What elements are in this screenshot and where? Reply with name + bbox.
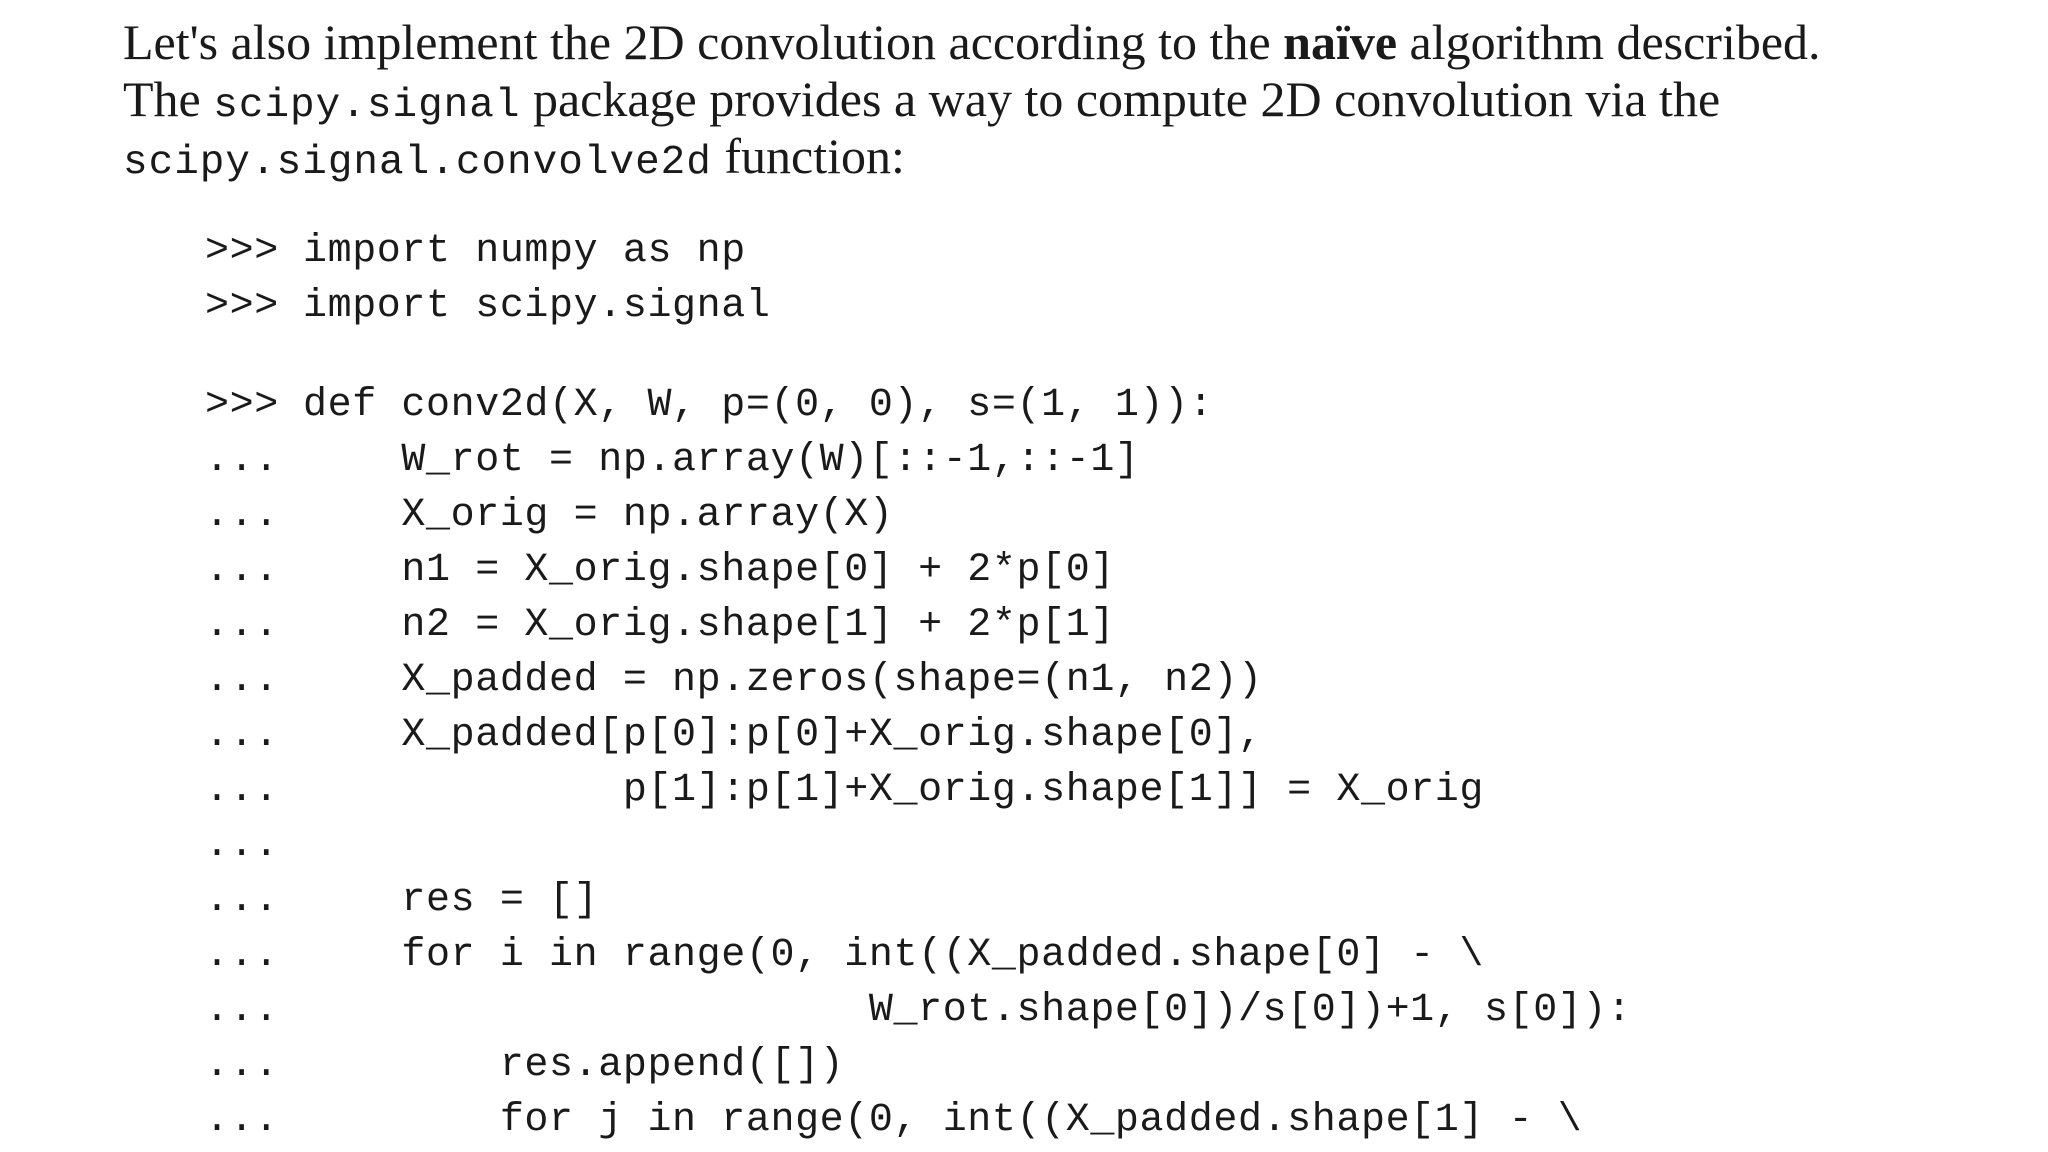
code-prompt: ...: [205, 548, 279, 593]
code-line: [205, 873, 598, 928]
intro-line-2: [123, 71, 1983, 128]
code-line: [205, 763, 1484, 818]
code-line: [205, 653, 1263, 708]
intro-line-1: [123, 14, 1983, 71]
code-line: [205, 488, 894, 543]
intro-line1-text: Let's also implement the 2D convolution according to the: [123, 14, 1284, 70]
code-prompt: >>>: [205, 284, 279, 329]
code-text: W_rot.shape[0])/s[0])+1, s[0]):: [303, 988, 1632, 1033]
code-text: n2 = X_orig.shape[1] + 2*p[1]: [303, 603, 1115, 648]
intro-paragraph: [123, 14, 1983, 185]
code-text: n1 = X_orig.shape[0] + 2*p[0]: [303, 548, 1115, 593]
intro-line2-text: The: [123, 71, 214, 127]
intro-line3-tail: function:: [711, 128, 905, 184]
code-line: [205, 598, 1115, 653]
code-line: [205, 928, 1484, 983]
code-text: p[1]:p[1]+X_orig.shape[1]] = X_orig: [303, 768, 1484, 813]
code-prompt: ...: [205, 438, 279, 483]
code-line: [205, 708, 1263, 763]
code-prompt: ...: [205, 878, 279, 923]
code-text: import scipy.signal: [303, 284, 771, 329]
code-line: [205, 378, 1213, 433]
code-text: res.append([]): [303, 1043, 845, 1088]
code-prompt: ...: [205, 603, 279, 648]
code-line: [205, 279, 770, 334]
code-text: for i in range(0, int((X_padded.shape[0] - \: [303, 933, 1484, 978]
inline-code-convolve2d: scipy.signal.convolve2d: [123, 140, 712, 186]
code-prompt: ...: [205, 1043, 279, 1088]
code-prompt: ...: [205, 493, 279, 538]
emphasis-naive: naïve: [1283, 14, 1398, 70]
code-text: def conv2d(X, W, p=(0, 0), s=(1, 1)):: [303, 383, 1214, 428]
code-line: [205, 224, 746, 279]
intro-line1-tail: algorithm described.: [1397, 14, 1821, 70]
code-prompt: ...: [205, 1098, 279, 1143]
code-text: res = []: [303, 878, 599, 923]
code-prompt: ...: [205, 823, 279, 868]
code-prompt: ...: [205, 658, 279, 703]
code-prompt: ...: [205, 713, 279, 758]
code-prompt: ...: [205, 768, 279, 813]
code-prompt: ...: [205, 988, 279, 1033]
inline-code-scipy-signal: scipy.signal: [213, 83, 521, 129]
code-text: X_orig = np.array(X): [303, 493, 894, 538]
intro-line-3: [123, 128, 1983, 185]
code-line: [205, 543, 1115, 598]
code-prompt: ...: [205, 933, 279, 978]
code-prompt: >>>: [205, 229, 279, 274]
code-text: X_padded[p[0]:p[0]+X_orig.shape[0],: [303, 713, 1263, 758]
code-text: for j in range(0, int((X_padded.shape[1] - \: [303, 1098, 1583, 1143]
code-line: [205, 1038, 844, 1093]
code-line: [205, 433, 1140, 488]
code-text: X_padded = np.zeros(shape=(n1, n2)): [303, 658, 1263, 703]
code-prompt: >>>: [205, 383, 279, 428]
intro-line2-tail: package provides a way to compute 2D convolution via the: [520, 71, 1721, 127]
code-line: [205, 983, 1632, 1038]
code-line: [205, 818, 303, 873]
code-block: [205, 224, 1632, 1143]
code-text: import numpy as np: [303, 229, 746, 274]
code-line: [205, 1093, 1582, 1148]
code-text: W_rot = np.array(W)[::-1,::-1]: [303, 438, 1140, 483]
